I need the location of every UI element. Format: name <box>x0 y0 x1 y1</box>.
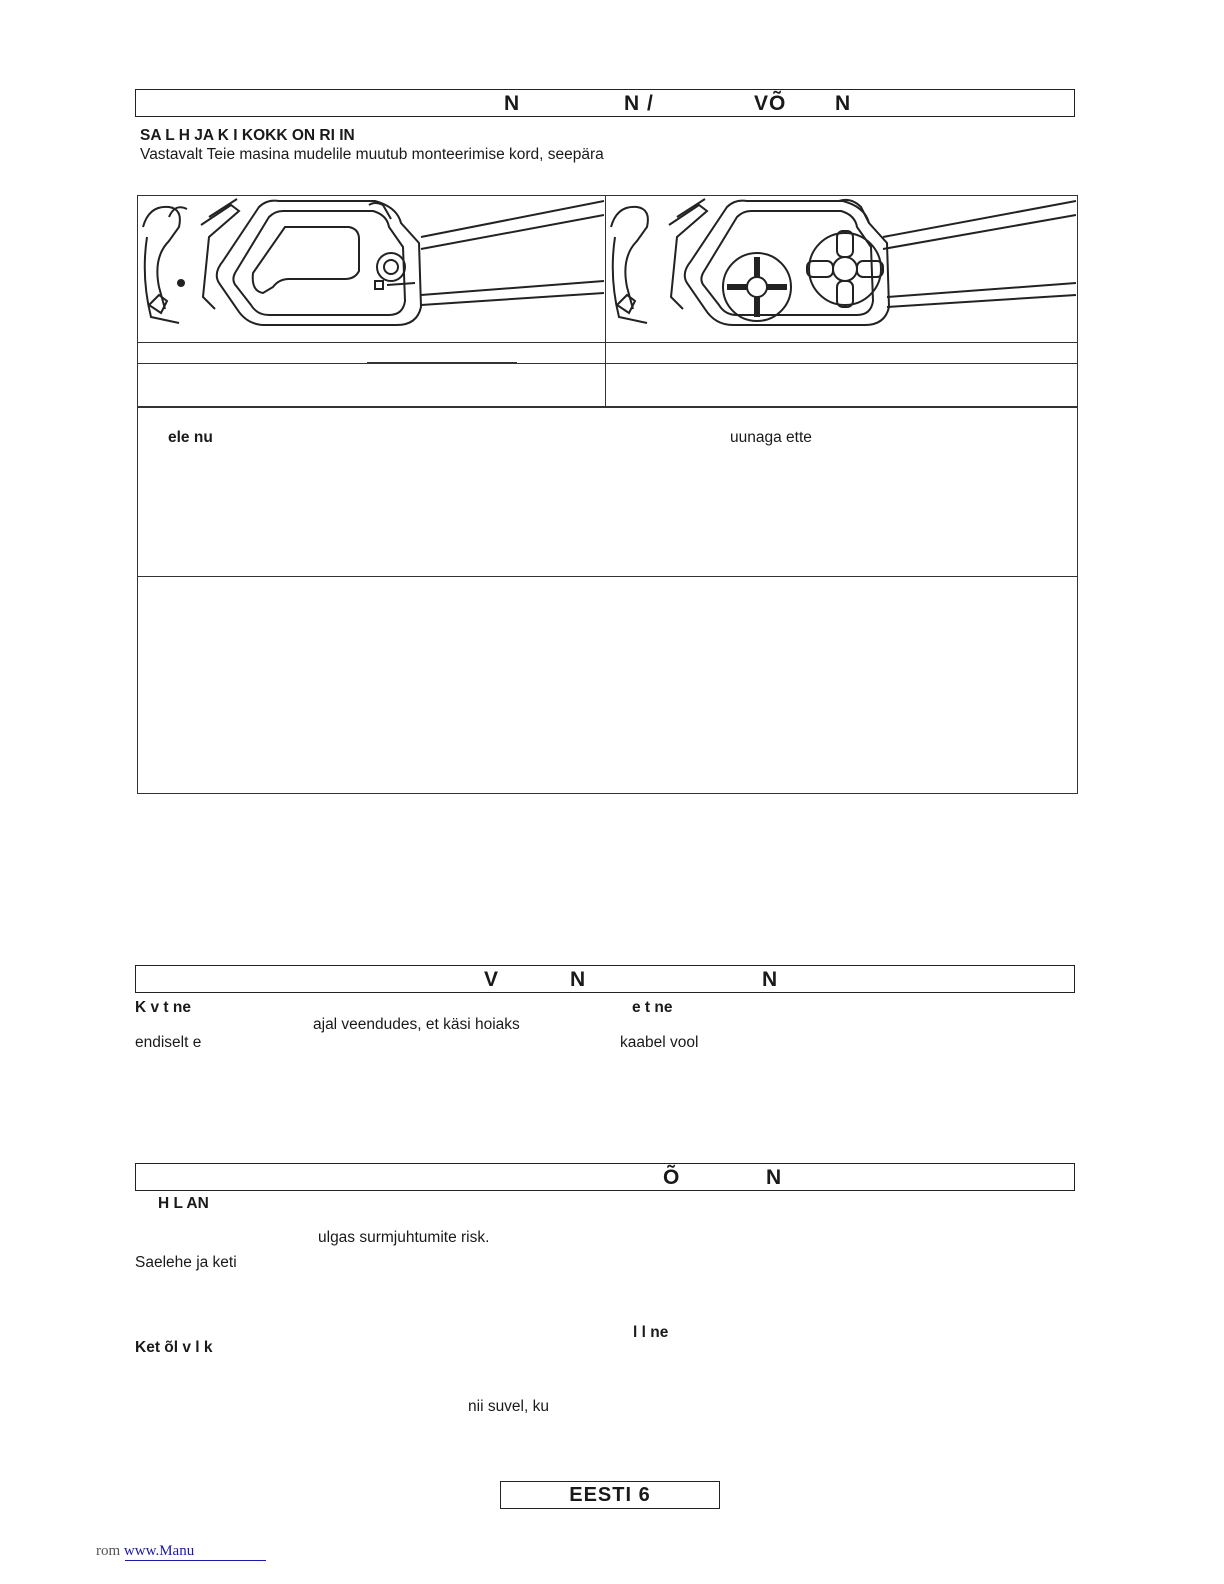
instruction-panel-lower <box>137 576 1078 794</box>
header-fragment: VÕ <box>754 92 787 115</box>
intro-text: Vastavalt Teie masina mudelile muutub monteerimise kord, seepära <box>140 146 604 163</box>
source-prefix: rom <box>96 1543 124 1559</box>
body-text: kaabel vool <box>620 1034 699 1051</box>
header-fragment: N <box>504 92 521 115</box>
subheading-right: l l ne <box>633 1324 669 1341</box>
header-fragment: N / <box>624 92 654 115</box>
warning-label: H L AN <box>158 1195 209 1212</box>
switch-off-label: e t ne <box>632 999 673 1016</box>
header-fragment: N <box>570 968 587 991</box>
figure-bottom-rule <box>137 342 1078 343</box>
header-fragment: N <box>835 92 852 115</box>
caption-row-mark <box>367 362 517 364</box>
section-header-assembly <box>135 89 1075 117</box>
section-header-maintenance <box>135 1163 1075 1191</box>
body-text: Saelehe ja keti <box>135 1254 237 1271</box>
caption-row-rule <box>137 363 1078 364</box>
body-text: ajal veendudes, et käsi hoiaks <box>313 1016 520 1033</box>
source-link-underline <box>125 1560 266 1561</box>
header-fragment: V <box>484 968 500 991</box>
body-text: nii suvel, ku <box>468 1398 549 1415</box>
chainsaw-cover-figure-left <box>139 197 604 341</box>
header-fragment: N <box>762 968 779 991</box>
source-line <box>96 1543 194 1560</box>
section-subtitle: SA L H JA K I KOKK ON RI IN <box>140 127 355 144</box>
switch-on-label: K v t ne <box>135 999 191 1016</box>
panel-text-right: uunaga ette <box>730 429 812 446</box>
instruction-panel-upper <box>137 407 1078 577</box>
chain-oil-heading: Ket õl v l k <box>135 1339 213 1356</box>
figure-divider <box>605 195 606 407</box>
source-link[interactable]: www.Manu <box>123 1543 195 1559</box>
page-number-box: EESTI 6 <box>500 1481 720 1509</box>
header-fragment: N <box>766 1166 783 1189</box>
body-text: endiselt e <box>135 1034 202 1051</box>
body-text: ulgas surmjuhtumite risk. <box>318 1229 490 1246</box>
chainsaw-cover-figure-right <box>607 197 1076 341</box>
header-fragment: Õ <box>663 1166 681 1189</box>
section-header-switch-on <box>135 965 1075 993</box>
panel-text-left: ele nu <box>168 429 213 446</box>
